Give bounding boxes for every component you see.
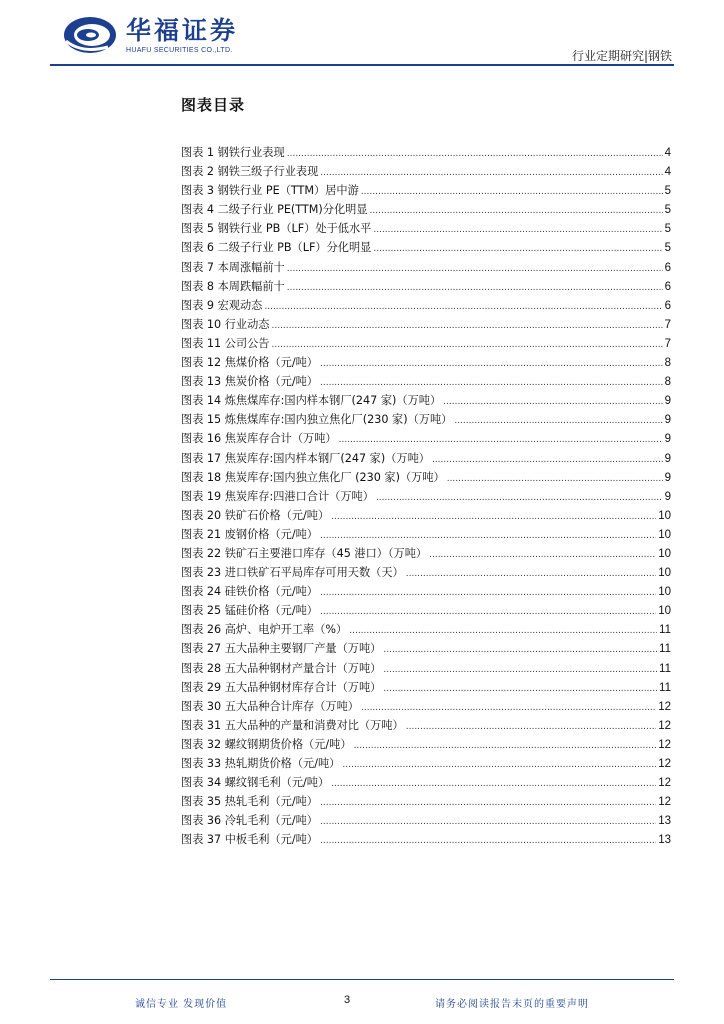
toc-dot-leader xyxy=(342,756,656,775)
toc-dot-leader xyxy=(331,508,656,527)
toc-item-page[interactable]: 12 xyxy=(658,700,671,713)
toc-item[interactable] xyxy=(181,277,671,296)
toc-item-page[interactable]: 10 xyxy=(658,586,671,599)
company-name-en: HUAFU SECURITIES CO.,LTD. xyxy=(126,46,233,54)
toc-item-page[interactable]: 12 xyxy=(658,777,671,790)
toc-item-label[interactable]: 图表 14 炼焦煤库存:国内样本钢厂(247 家)（万吨） xyxy=(181,394,442,408)
toc-item[interactable] xyxy=(181,563,671,582)
toc-item-page[interactable]: 8 xyxy=(664,357,671,370)
toc-item-label[interactable]: 图表 34 螺纹钢毛利（元/吨） xyxy=(181,776,330,790)
toc-item[interactable] xyxy=(181,792,671,811)
report-type: 行业定期研究|钢铁 xyxy=(571,49,672,63)
toc-item-label[interactable]: 图表 1 钢铁行业表现 xyxy=(181,146,285,159)
toc-dot-leader xyxy=(406,565,656,584)
toc-item[interactable] xyxy=(181,181,671,200)
toc-dot-leader xyxy=(383,661,657,680)
toc-dot-leader xyxy=(287,145,663,164)
toc-item[interactable] xyxy=(181,487,671,506)
toc-item-page[interactable]: 6 xyxy=(664,299,671,312)
page-number: 3 xyxy=(344,994,351,1006)
toc-item[interactable] xyxy=(181,716,671,735)
toc-item-label[interactable]: 图表 37 中板毛利（元/吨） xyxy=(181,833,318,847)
toc-item-label[interactable]: 图表 35 热轧毛利（元/吨） xyxy=(181,795,318,809)
toc-item[interactable] xyxy=(181,296,671,315)
toc-dot-leader xyxy=(454,412,662,431)
toc-item-page[interactable]: 7 xyxy=(664,337,671,350)
toc-item-page[interactable]: 10 xyxy=(658,509,671,522)
toc-item-page[interactable]: 9 xyxy=(664,471,671,484)
toc-item[interactable] xyxy=(181,238,671,257)
toc-item-page[interactable]: 5 xyxy=(664,185,671,198)
toc-item-label[interactable]: 图表 18 焦炭库存:国内独立焦化厂 (230 家)（万吨） xyxy=(181,470,445,484)
toc-item-page[interactable]: 9 xyxy=(664,395,671,408)
toc-item[interactable] xyxy=(181,162,671,181)
toc-item[interactable] xyxy=(181,754,671,773)
toc-item-page[interactable]: 5 xyxy=(664,242,671,255)
toc-item[interactable] xyxy=(181,200,671,219)
toc-item-label[interactable]: 图表 13 焦炭价格（元/吨） xyxy=(181,375,318,389)
toc-item[interactable] xyxy=(181,735,671,754)
toc-item[interactable] xyxy=(181,429,671,448)
toc-item-label[interactable]: 图表 12 焦煤价格（元/吨） xyxy=(181,356,318,370)
toc-item-label[interactable]: 图表 29 五大品种钢材库存合计（万吨） xyxy=(181,680,382,694)
toc-item-page[interactable]: 10 xyxy=(658,605,671,618)
toc-item-label[interactable]: 图表 24 硅铁价格（元/吨） xyxy=(181,585,318,599)
toc-item[interactable] xyxy=(181,659,671,678)
toc-dot-leader xyxy=(376,489,663,508)
toc-item[interactable] xyxy=(181,830,671,849)
toc-item[interactable] xyxy=(181,525,671,544)
toc-item[interactable] xyxy=(181,773,671,792)
toc-item-page[interactable]: 6 xyxy=(664,280,671,293)
toc-item-label[interactable]: 图表 5 钢铁行业 PB（LF）处于低水平 xyxy=(181,222,372,236)
toc-item-label[interactable]: 图表 30 五大品种合计库存（万吨） xyxy=(181,699,359,713)
toc-item-label[interactable]: 图表 36 冷轧毛利（元/吨） xyxy=(181,814,318,828)
toc-dot-leader xyxy=(320,813,656,832)
toc-item-page[interactable]: 4 xyxy=(664,147,671,159)
toc-item-page[interactable]: 10 xyxy=(658,567,671,580)
toc-item[interactable] xyxy=(181,372,671,391)
toc-item-page[interactable]: 4 xyxy=(664,166,671,179)
toc-item-label[interactable]: 图表 26 高炉、电炉开工率（%） xyxy=(181,623,348,637)
toc-dot-leader xyxy=(320,832,656,851)
toc-item-label[interactable]: 图表 20 铁矿石价格（元/吨） xyxy=(181,508,330,522)
toc-dot-leader xyxy=(383,641,657,660)
toc-item[interactable] xyxy=(181,468,671,487)
footer-slogan: 诚信专业 发现价值 xyxy=(135,999,228,1010)
toc-dot-leader xyxy=(361,699,656,718)
toc-item-label[interactable]: 图表 8 本周跌幅前十 xyxy=(181,279,285,293)
toc-item-page[interactable]: 13 xyxy=(658,834,671,847)
toc-item-label[interactable]: 图表 3 钢铁行业 PE（TTM）居中游 xyxy=(181,184,359,198)
toc-item-page[interactable]: 12 xyxy=(658,758,671,770)
toc-item-page[interactable]: 10 xyxy=(658,547,671,560)
toc-item-page[interactable]: 11 xyxy=(659,662,671,675)
toc-dot-leader xyxy=(373,221,662,240)
footer-divider xyxy=(50,979,674,980)
toc-item-label[interactable]: 图表 6 二级子行业 PB（LF）分化明显 xyxy=(181,241,372,255)
toc-title: 图表目录 xyxy=(181,96,246,114)
header-divider xyxy=(50,64,674,66)
toc-dot-leader xyxy=(271,317,662,336)
toc-item[interactable] xyxy=(181,582,671,601)
toc-item[interactable] xyxy=(181,697,671,716)
toc-dot-leader xyxy=(264,298,662,317)
toc-item-label[interactable]: 图表 17 焦炭库存:国内样本钢厂(247 家)（万吨） xyxy=(181,451,430,465)
toc-dot-leader xyxy=(373,240,662,259)
toc-dot-leader xyxy=(349,622,657,641)
toc-item[interactable] xyxy=(181,506,671,525)
toc-item[interactable] xyxy=(181,544,671,563)
toc-item[interactable] xyxy=(181,353,671,372)
toc-item[interactable] xyxy=(181,315,671,334)
toc-dot-leader xyxy=(320,794,656,813)
toc-item-label[interactable]: 图表 21 废钢价格（元/吨） xyxy=(181,527,318,541)
footer-disclaimer: 请务必阅读报告末页的重要声明 xyxy=(435,999,589,1010)
toc-item-page[interactable]: 12 xyxy=(658,738,671,751)
toc-item-label[interactable]: 图表 4 二级子行业 PE(TTM)分化明显 xyxy=(181,203,368,217)
toc-item[interactable] xyxy=(181,811,671,830)
toc-item-label[interactable]: 图表 23 进口铁矿石平局库存可用天数（天） xyxy=(181,566,404,580)
toc-dot-leader xyxy=(320,584,656,603)
toc-dot-leader xyxy=(320,164,662,183)
toc-item[interactable] xyxy=(181,449,671,468)
huafu-logo-icon xyxy=(62,14,120,56)
toc-item-page[interactable]: 9 xyxy=(664,452,671,465)
toc-dot-leader xyxy=(287,279,663,298)
toc-item-page[interactable]: 10 xyxy=(658,528,671,541)
toc-item-page[interactable]: 5 xyxy=(664,204,671,217)
toc-item-page[interactable]: 5 xyxy=(664,223,671,236)
toc-item-label[interactable]: 图表 7 本周涨幅前十 xyxy=(181,260,285,274)
toc-item-label[interactable]: 图表 2 钢铁三级子行业表现 xyxy=(181,165,319,179)
toc-item[interactable] xyxy=(181,334,671,353)
toc-item[interactable] xyxy=(181,678,671,697)
toc-dot-leader xyxy=(354,737,657,756)
toc-dot-leader xyxy=(429,546,656,565)
toc-item-page[interactable]: 13 xyxy=(658,815,671,828)
toc-item-label[interactable]: 图表 15 炼焦煤库存:国内独立焦化厂(230 家)（万吨） xyxy=(181,413,453,427)
toc-item-page[interactable]: 12 xyxy=(658,719,671,732)
toc-dot-leader xyxy=(432,451,663,470)
toc-item[interactable] xyxy=(181,639,671,658)
toc-item-label[interactable]: 图表 31 五大品种的产量和消费对比（万吨） xyxy=(181,718,404,732)
toc-item-page[interactable]: 8 xyxy=(664,376,671,389)
toc-item-label[interactable]: 图表 10 行业动态 xyxy=(181,317,270,331)
toc-item-label[interactable]: 图表 11 公司公告 xyxy=(181,336,270,350)
toc-dot-leader xyxy=(443,393,662,412)
company-name-cn: 华福证券 xyxy=(126,15,239,45)
toc-item-page[interactable]: 12 xyxy=(658,796,671,809)
toc-item-page[interactable]: 11 xyxy=(659,624,671,637)
toc-dot-leader xyxy=(447,470,663,489)
toc-item-label[interactable]: 图表 33 热轧期货价格（元/吨） xyxy=(181,757,341,770)
toc-list xyxy=(181,143,671,849)
toc-item-page[interactable]: 6 xyxy=(664,261,671,274)
toc-item-label[interactable]: 图表 16 焦炭库存合计（万吨） xyxy=(181,432,337,446)
toc-item-label[interactable]: 图表 25 锰硅价格（元/吨） xyxy=(181,604,318,618)
toc-dot-leader xyxy=(406,718,656,737)
toc-item-label[interactable]: 图表 28 五大品种钢材产量合计（万吨） xyxy=(181,661,382,675)
toc-item-label[interactable]: 图表 32 螺纹钢期货价格（元/吨） xyxy=(181,737,352,751)
toc-dot-leader xyxy=(320,355,663,374)
toc-item-page[interactable]: 9 xyxy=(664,433,671,446)
toc-item-label[interactable]: 图表 22 铁矿石主要港口库存（45 港口）（万吨） xyxy=(181,546,428,560)
toc-item-page[interactable]: 7 xyxy=(664,318,671,331)
page-header xyxy=(0,0,724,70)
toc-item[interactable] xyxy=(181,410,671,429)
toc-dot-leader xyxy=(370,202,663,221)
toc-dot-leader xyxy=(383,680,657,699)
toc-dot-leader xyxy=(287,260,663,279)
toc-dot-leader xyxy=(271,336,662,355)
toc-item[interactable] xyxy=(181,219,671,238)
toc-item-page[interactable]: 11 xyxy=(659,643,671,656)
toc-item-page[interactable]: 9 xyxy=(664,490,671,503)
toc-item-label[interactable]: 图表 19 焦炭库存:四港口合计（万吨） xyxy=(181,489,374,503)
toc-dot-leader xyxy=(320,603,656,622)
toc-item-page[interactable]: 11 xyxy=(659,681,671,694)
toc-dot-leader xyxy=(331,775,656,794)
company-logo xyxy=(62,14,238,56)
toc-dot-leader xyxy=(361,183,663,202)
toc-item[interactable] xyxy=(181,391,671,410)
toc-item[interactable] xyxy=(181,258,671,277)
toc-item-label[interactable]: 图表 9 宏观动态 xyxy=(181,298,263,312)
toc-item[interactable] xyxy=(181,143,671,162)
toc-item[interactable] xyxy=(181,601,671,620)
toc-item-page[interactable]: 9 xyxy=(664,414,671,427)
toc-item-label[interactable]: 图表 27 五大品种主要钢厂产量（万吨） xyxy=(181,642,382,656)
toc-item[interactable] xyxy=(181,620,671,639)
